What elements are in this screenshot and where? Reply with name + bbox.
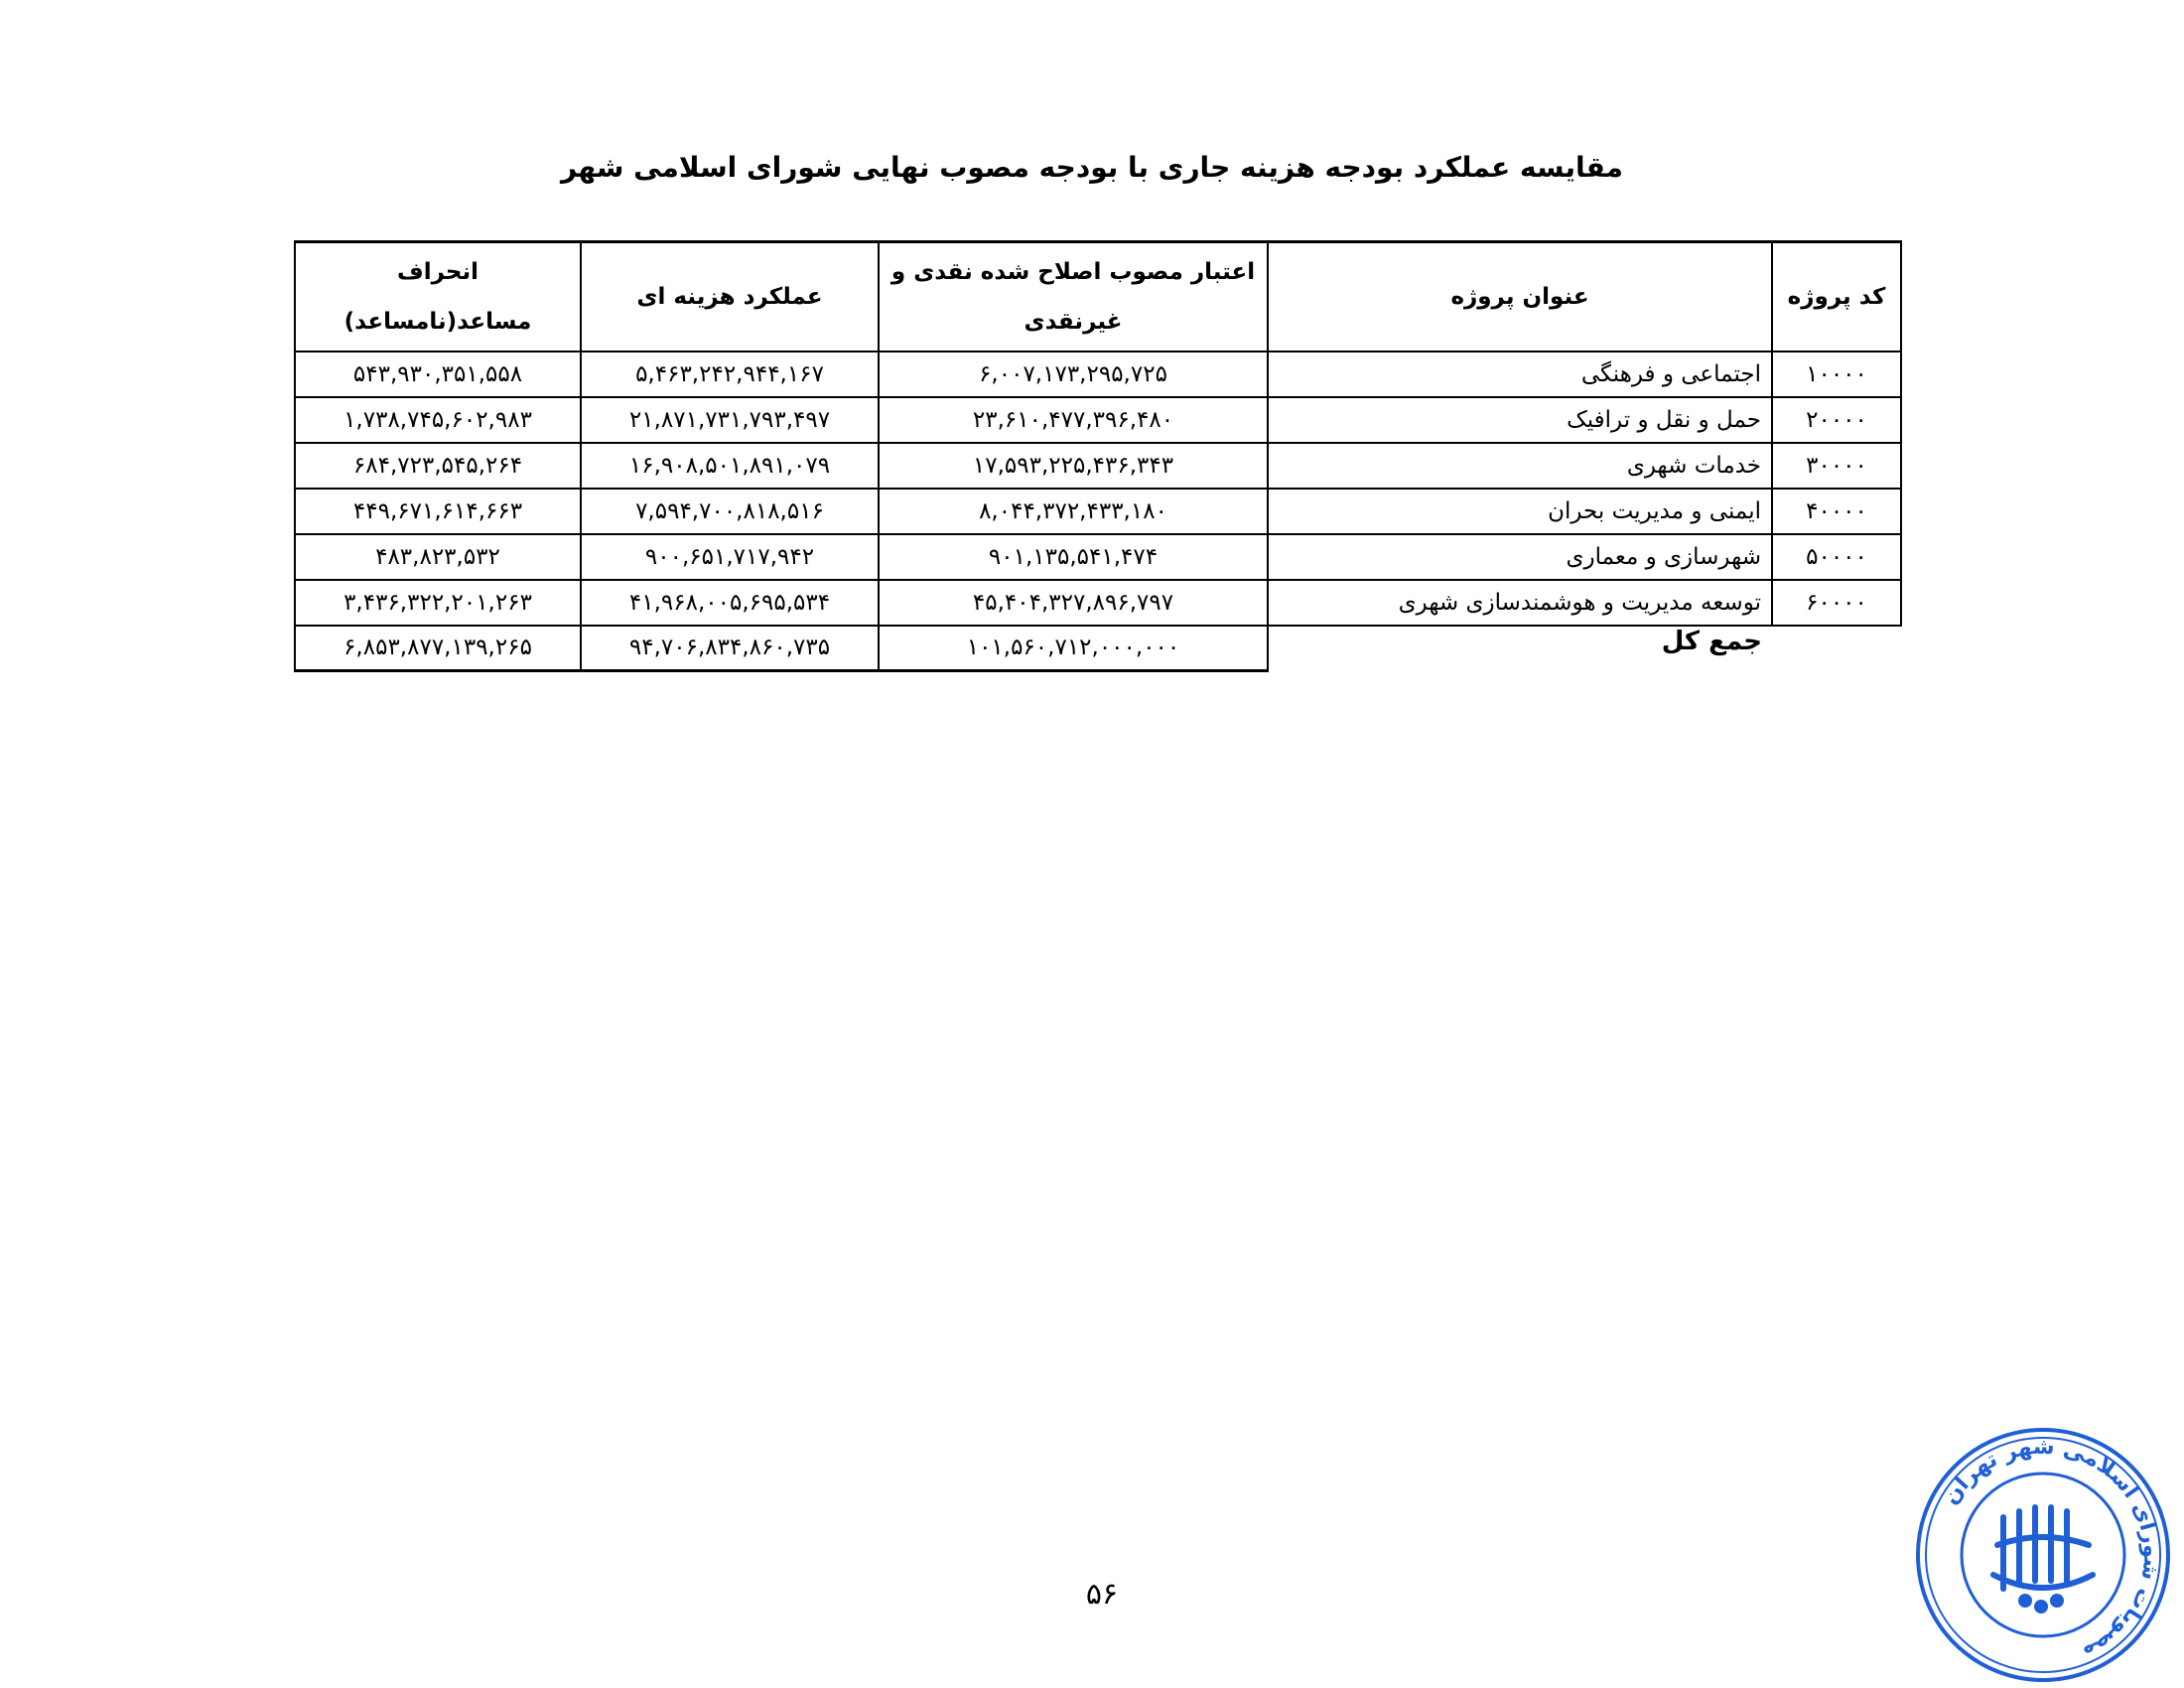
project-code: ۱۰۰۰۰ [1772,352,1901,397]
table-header-row [295,242,1901,352]
approved-credit: ۱۷,۵۹۳,۲۲۵,۴۳۶,۳۴۳ [879,443,1268,489]
project-title: حمل و نقل و ترافیک [1268,397,1772,443]
table-row [295,580,1901,626]
header-expense-performance: عملکرد هزینه ای [581,242,879,352]
page-number: ۵۶ [1085,1577,1119,1612]
approved-credit: ۸,۰۴۴,۳۷۲,۴۳۳,۱۸۰ [879,489,1268,534]
header-deviation: انحراف مساعد(نامساعد) [295,242,581,352]
project-title: شهرسازی و معماری [1268,534,1772,580]
project-title: ایمنی و مدیریت بحران [1268,489,1772,534]
deviation: ۴۸۳,۸۲۳,۵۳۲ [295,534,581,580]
expense-performance: ۵,۴۶۳,۲۴۲,۹۴۴,۱۶۷ [581,352,879,397]
table-row [295,443,1901,489]
header-project-code: کد پروژه [1772,242,1901,352]
approved-credit: ۹۰۱,۱۳۵,۵۴۱,۴۷۴ [879,534,1268,580]
table-row [295,534,1901,580]
total-label: جمع کل [1268,626,1772,671]
council-seal-stamp [1906,1426,2180,1684]
table-row [295,352,1901,397]
expense-performance: ۱۶,۹۰۸,۵۰۱,۸۹۱,۰۷۹ [581,443,879,489]
approved-credit: ۶,۰۰۷,۱۷۳,۲۹۵,۷۲۵ [879,352,1268,397]
total-blank-cell [1772,626,1901,671]
project-title: خدمات شهری [1268,443,1772,489]
total-approved-credit: ۱۰۱,۵۶۰,۷۱۲,۰۰۰,۰۰۰ [879,626,1268,671]
expense-performance: ۲۱,۸۷۱,۷۳۱,۷۹۳,۴۹۷ [581,397,879,443]
project-code: ۲۰۰۰۰ [1772,397,1901,443]
seal-text: مصوبات شورای اسلامی شهر تهران [1938,1434,2164,1666]
project-title: توسعه مدیریت و هوشمندسازی شهری [1268,580,1772,626]
approved-credit: ۲۳,۶۱۰,۴۷۷,۳۹۶,۴۸۰ [879,397,1268,443]
header-project-title: عنوان پروژه [1268,242,1772,352]
deviation: ۳,۴۳۶,۳۲۲,۲۰۱,۲۶۳ [295,580,581,626]
deviation: ۱,۷۳۸,۷۴۵,۶۰۲,۹۸۳ [295,397,581,443]
expense-performance: ۷,۵۹۴,۷۰۰,۸۱۸,۵۱۶ [581,489,879,534]
project-code: ۵۰۰۰۰ [1772,534,1901,580]
project-code: ۶۰۰۰۰ [1772,580,1901,626]
total-expense-performance: ۹۴,۷۰۶,۸۳۴,۸۶۰,۷۳۵ [581,626,879,671]
table-row [295,489,1901,534]
project-code: ۴۰۰۰۰ [1772,489,1901,534]
page-title: مقایسه عملکرد بودجه هزینه جاری با بودجه مصوب نهایی شورای اسلامی شهر [560,151,1623,184]
header-approved-credit: اعتبار مصوب اصلاح شده نقدی و غیرنقدی [879,242,1268,352]
total-deviation: ۶,۸۵۳,۸۷۷,۱۳۹,۲۶۵ [295,626,581,671]
deviation: ۶۸۴,۷۲۳,۵۴۵,۲۶۴ [295,443,581,489]
approved-credit: ۴۵,۴۰۴,۳۲۷,۸۹۶,۷۹۷ [879,580,1268,626]
budget-comparison-table [294,240,1902,672]
seal-emblem-icon [1993,1507,2093,1589]
expense-performance: ۹۰۰,۶۵۱,۷۱۷,۹۴۲ [581,534,879,580]
project-code: ۳۰۰۰۰ [1772,443,1901,489]
table-row [295,397,1901,443]
deviation: ۵۴۳,۹۳۰,۳۵۱,۵۵۸ [295,352,581,397]
project-title: اجتماعی و فرهنگی [1268,352,1772,397]
expense-performance: ۴۱,۹۶۸,۰۰۵,۶۹۵,۵۳۴ [581,580,879,626]
deviation: ۴۴۹,۶۷۱,۶۱۴,۶۶۳ [295,489,581,534]
total-row [295,626,1901,671]
